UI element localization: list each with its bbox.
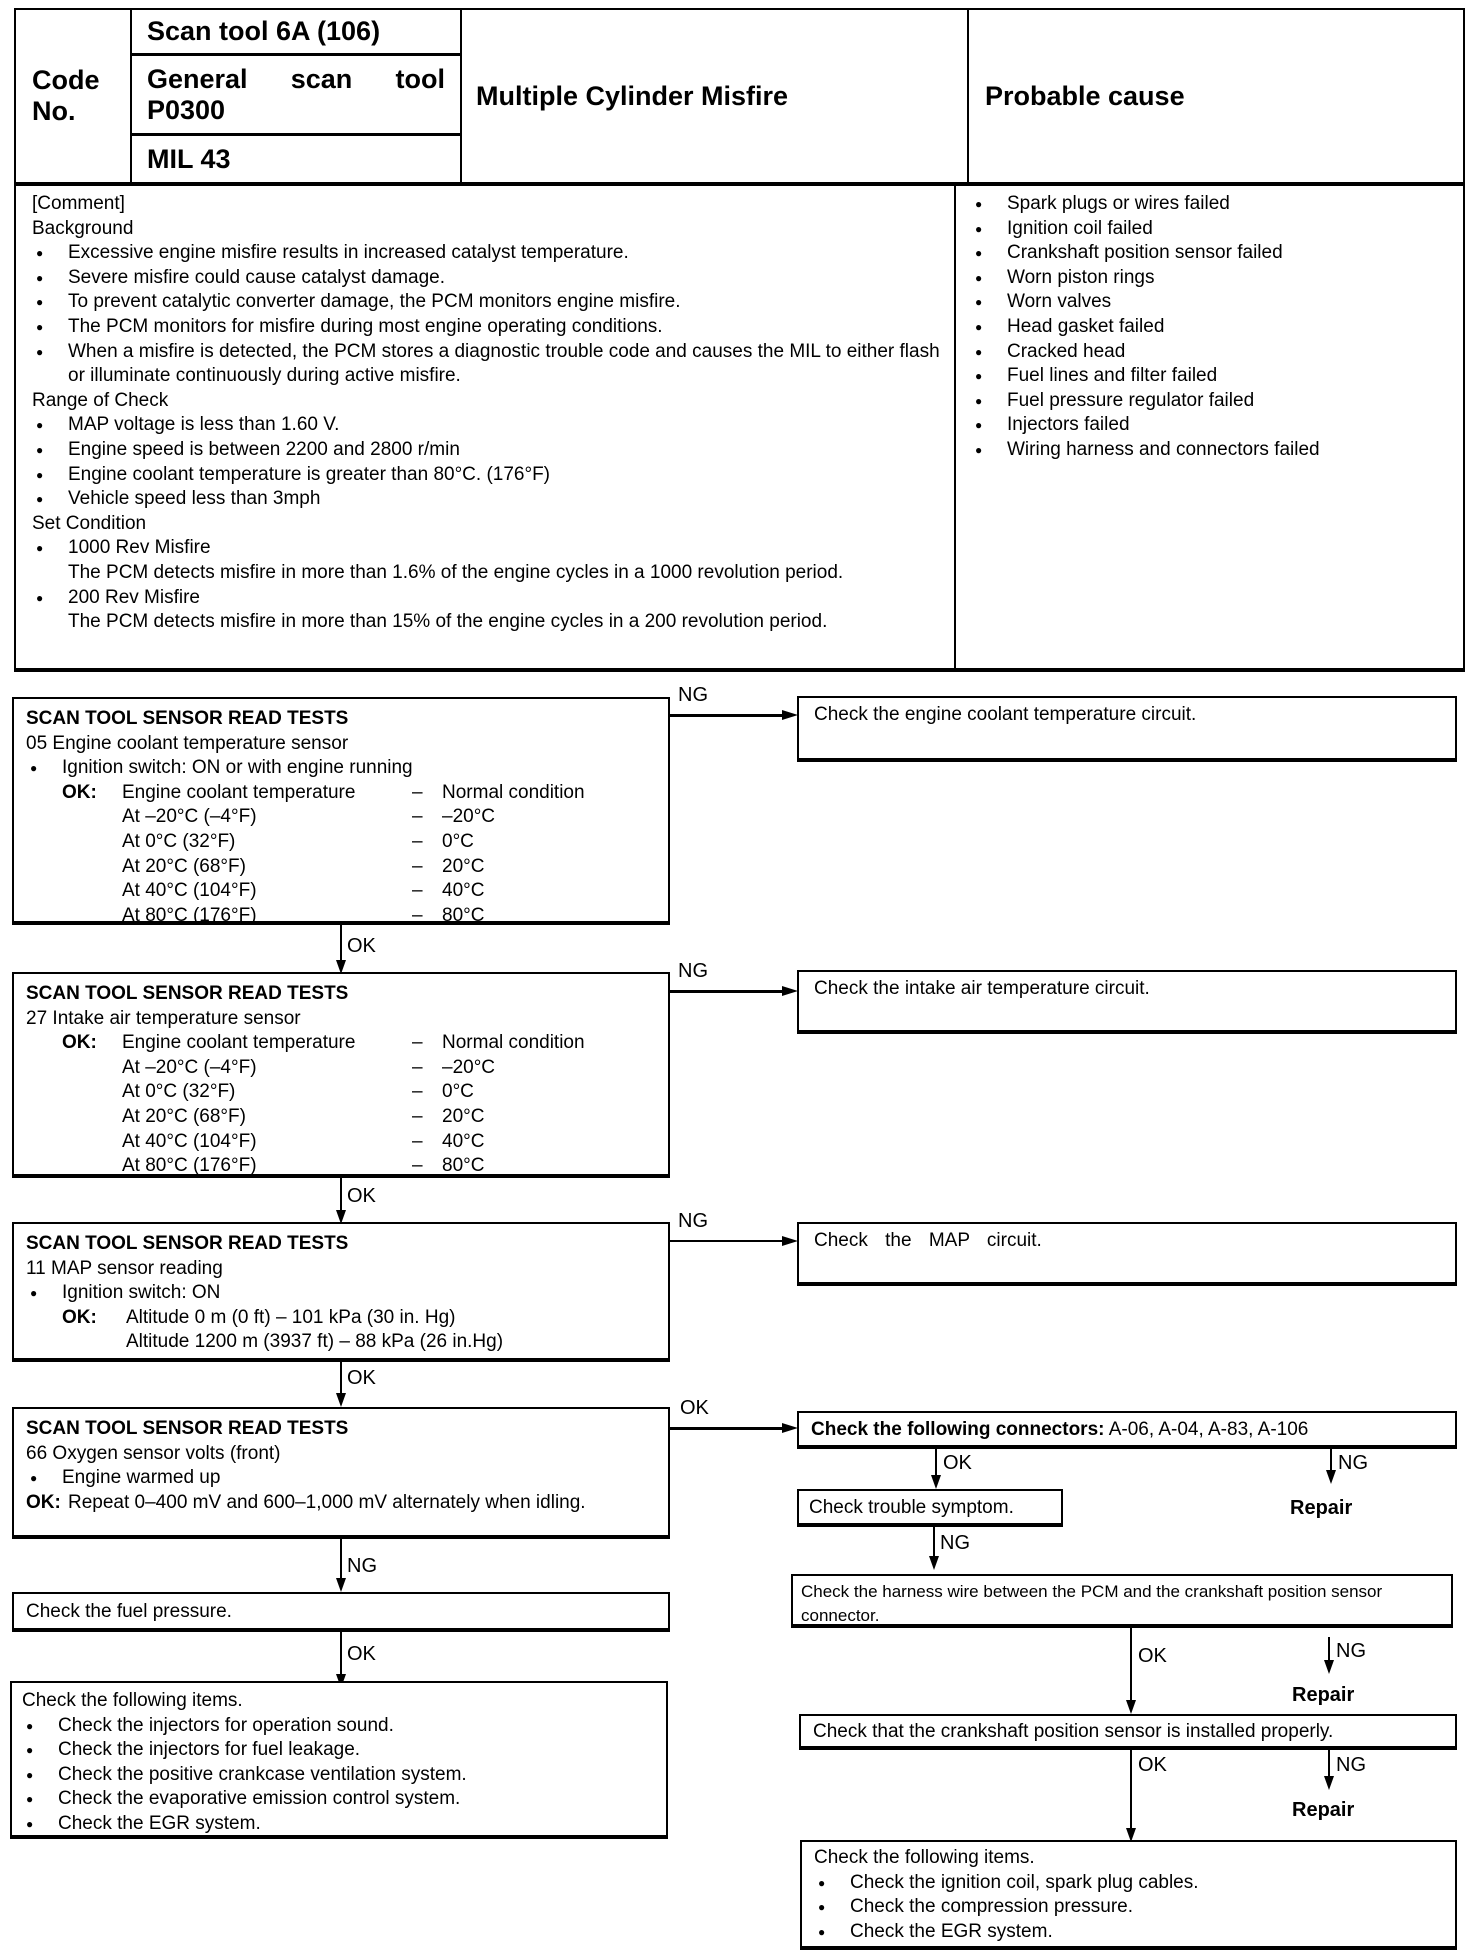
test1-dash-cell: – xyxy=(412,781,423,803)
test3-ng-label: NG xyxy=(678,1210,708,1232)
test2-ok-label xyxy=(62,1105,122,1130)
probable-cause-item: ● Injectors failed xyxy=(971,413,1451,438)
test3-ok-label-next: OK xyxy=(347,1367,376,1389)
test1-condition-cell: At 0°C (32°F) xyxy=(122,830,236,852)
arrow-down-icon xyxy=(1326,1470,1336,1484)
set-condition-title: ● 1000 Rev Misfire xyxy=(32,536,952,561)
test1-value-cell: Normal condition xyxy=(442,781,585,803)
test3-ok-value: Altitude 0 m (0 ft) – 101 kPa (30 in. Hg) xyxy=(126,1306,456,1328)
background-item: ● To prevent catalytic converter damage, the PCM monitors engine misfire. xyxy=(32,290,952,315)
test1-dash-cell: – xyxy=(412,904,423,926)
comment-panel xyxy=(32,192,952,635)
probable-cause-item: ● Worn valves xyxy=(971,290,1451,315)
range-item: ● Vehicle speed less than 3mph xyxy=(32,487,952,512)
test4-ok-text: Repeat 0–400 mV and 600–1,000 mV alternately when idling. xyxy=(68,1491,586,1513)
mil-code: MIL 43 xyxy=(147,143,231,174)
test1-dash-cell: – xyxy=(412,806,423,828)
test2-condition-cell: At 80°C (176°F) xyxy=(122,1155,257,1177)
harness-ok-label: OK xyxy=(1138,1645,1167,1667)
test1-ng-label: NG xyxy=(678,684,708,706)
set-condition-title: ● 200 Rev Misfire xyxy=(32,586,952,611)
test2-condition-cell: At –20°C (–4°F) xyxy=(122,1056,257,1078)
range-item: ● Engine coolant temperature is greater than 80°C. (176°F) xyxy=(32,463,952,488)
right-final-item: ● Check the ignition coil, spark plug cables. xyxy=(814,1871,1443,1896)
test2-dash-cell: – xyxy=(412,1130,423,1152)
test1-condition: ● Ignition switch: ON or with engine running xyxy=(26,756,656,781)
test1-value-cell: 80°C xyxy=(442,904,485,926)
test2-dash-cell: – xyxy=(412,1155,423,1177)
test2-ok-row xyxy=(26,1105,656,1130)
test1-condition-cell: At –20°C (–4°F) xyxy=(122,806,257,828)
test2-value-cell: 20°C xyxy=(442,1105,485,1127)
left-final-item: ● Check the injectors for operation sound. xyxy=(22,1714,656,1739)
test4-subtitle: 66 Oxygen sensor volts (front) xyxy=(26,1442,281,1464)
test3-ok-values xyxy=(126,1306,503,1355)
range-item: ● Engine speed is between 2200 and 2800 r/min xyxy=(32,438,952,463)
comment-section xyxy=(14,186,1465,672)
fuel-pressure-box xyxy=(12,1592,670,1632)
trouble-symptom-text: Check trouble symptom. xyxy=(809,1497,1014,1518)
test2-subtitle: 27 Intake air temperature sensor xyxy=(26,1007,301,1029)
test2-ok-row xyxy=(26,1154,656,1179)
test1-ok-row xyxy=(26,855,656,880)
test1-value-cell: 40°C xyxy=(442,880,485,902)
background-item: ● Excessive engine misfire results in increased catalyst temperature. xyxy=(32,241,952,266)
code-no-label xyxy=(16,10,132,182)
arrow-down-icon xyxy=(1324,1660,1334,1674)
arrow-down-icon xyxy=(336,1393,346,1407)
test3-ng-connector xyxy=(670,1240,784,1242)
scan-tool-6a: Scan tool 6A (106) xyxy=(147,16,381,46)
test2-value-cell: 40°C xyxy=(442,1130,485,1152)
test1-dash-cell: – xyxy=(412,830,423,852)
crank-sensor-box xyxy=(799,1714,1457,1750)
test3-condition: ● Ignition switch: ON xyxy=(26,1281,656,1306)
test4-condition: ● Engine warmed up xyxy=(26,1466,656,1491)
test3-subtitle: 11 MAP sensor reading xyxy=(26,1257,223,1279)
test2-ok-label xyxy=(62,1130,122,1155)
test1-value-cell: 0°C xyxy=(442,830,474,852)
test1-ok-row xyxy=(26,805,656,830)
arrow-down-icon xyxy=(931,1475,941,1489)
left-final-item: ● Check the evaporative emission control system. xyxy=(22,1787,656,1812)
test1-dash-cell: – xyxy=(412,855,423,877)
test1-ok-row xyxy=(26,879,656,904)
test3-ok-value: Altitude 1200 m (3937 ft) – 88 kPa (26 in.Hg) xyxy=(126,1331,504,1353)
probable-cause-item: ● Worn piston rings xyxy=(971,266,1451,291)
harness-text: Check the harness wire between the PCM and the crankshaft position sensor connector. xyxy=(801,1582,1383,1625)
range-label: Range of Check xyxy=(32,389,169,411)
left-final-box xyxy=(10,1681,668,1839)
left-final-item: ● Check the EGR system. xyxy=(22,1812,656,1837)
test1-condition-cell: At 40°C (104°F) xyxy=(122,880,257,902)
harness-box xyxy=(791,1574,1453,1628)
probable-cause-item: ● Fuel lines and filter failed xyxy=(971,364,1451,389)
test2-ok-row xyxy=(26,1031,656,1056)
test4-ok-row xyxy=(26,1491,656,1516)
background-item: ● The PCM monitors for misfire during most engine operating conditions. xyxy=(32,315,952,340)
test2-value-cell: Normal condition xyxy=(442,1032,585,1054)
test1-ok-row xyxy=(26,830,656,855)
test2-ok-row xyxy=(26,1130,656,1155)
crank-sensor-text: Check that the crankshaft position sensor is installed properly. xyxy=(813,1721,1334,1742)
test2-dash-cell: – xyxy=(412,1056,423,1078)
probable-cause-list xyxy=(971,192,1451,463)
test1-ok-label xyxy=(62,855,122,880)
test2-dash-cell: – xyxy=(412,1105,423,1127)
general-scan-tool-cell xyxy=(132,56,462,136)
arrow-down-icon xyxy=(1324,1776,1334,1790)
probable-cause-item: ● Crankshaft position sensor failed xyxy=(971,241,1451,266)
comment-heading: [Comment] xyxy=(32,193,125,214)
test1-ng-connector xyxy=(670,714,784,717)
left-final-list xyxy=(22,1714,656,1837)
crank-sensor-ng-label: NG xyxy=(1336,1754,1366,1776)
test1-ok-label: OK xyxy=(347,935,376,957)
right-final-list xyxy=(814,1871,1443,1945)
test1-ok-row xyxy=(26,781,656,806)
harness-repair: Repair xyxy=(1292,1684,1355,1706)
test2-ng-action: Check the intake air temperature circuit. xyxy=(814,978,1150,999)
test1-ok-label xyxy=(62,830,122,855)
test1-dash-cell: – xyxy=(412,880,423,902)
right-final-heading: Check the following items. xyxy=(814,1847,1035,1868)
connectors-ok-label: OK xyxy=(943,1452,972,1474)
header-table xyxy=(14,8,1465,186)
harness-ng-label: NG xyxy=(1336,1640,1366,1662)
probable-cause-item: ● Ignition coil failed xyxy=(971,217,1451,242)
set-condition-detail: The PCM detects misfire in more than 15% of the engine cycles in a 200 revolution period. xyxy=(68,611,828,633)
test4-box xyxy=(12,1407,670,1539)
probable-cause-item: ● Spark plugs or wires failed xyxy=(971,192,1451,217)
test2-value-cell: –20°C xyxy=(442,1056,496,1078)
test4-ng-label: NG xyxy=(347,1555,377,1577)
test2-ng-action-box xyxy=(797,970,1457,1034)
test3-box xyxy=(12,1222,670,1362)
test2-condition-cell: At 0°C (32°F) xyxy=(122,1081,236,1103)
background-item: ● Severe misfire could cause catalyst damage. xyxy=(32,266,952,291)
background-item: ● When a misfire is detected, the PCM stores a diagnostic trouble code and causes the MIL to either flash or illuminate continuously during active misfire. xyxy=(32,340,952,389)
left-final-heading: Check the following items. xyxy=(22,1690,243,1711)
test2-ok-label xyxy=(62,1056,122,1081)
range-item: ● MAP voltage is less than 1.60 V. xyxy=(32,413,952,438)
test2-dash-cell: – xyxy=(412,1081,423,1103)
arrow-down-icon xyxy=(929,1556,939,1570)
test2-value-cell: 80°C xyxy=(442,1155,485,1177)
test3-ok-label: OK: xyxy=(62,1306,97,1328)
test1-ok-label xyxy=(62,904,122,929)
fuel-pressure-text: Check the fuel pressure. xyxy=(26,1601,232,1622)
test1-condition-cell: At 80°C (176°F) xyxy=(122,904,257,926)
right-final-item: ● Check the EGR system. xyxy=(814,1920,1443,1945)
test3-title: SCAN TOOL SENSOR READ TESTS xyxy=(26,1233,349,1254)
connectors-ng-label: NG xyxy=(1338,1452,1368,1474)
scan-tool-6a-cell xyxy=(132,10,462,56)
range-list xyxy=(32,413,952,511)
set-condition-detail: The PCM detects misfire in more than 1.6% of the engine cycles in a 1000 revolution period. xyxy=(68,561,844,583)
test1-ng-action-box xyxy=(797,696,1457,762)
test1-box xyxy=(12,697,670,925)
arrow-right-icon xyxy=(782,1423,798,1433)
test2-dash-cell: – xyxy=(412,1032,423,1054)
test1-condition-cell: At 20°C (68°F) xyxy=(122,855,246,877)
test2-ng-label: NG xyxy=(678,960,708,982)
right-final-box xyxy=(800,1840,1457,1950)
test4-ok-label: OK: xyxy=(26,1491,61,1513)
probable-cause-item: ● Cracked head xyxy=(971,340,1451,365)
arrow-right-icon xyxy=(782,1236,798,1246)
test1-subtitle: 05 Engine coolant temperature sensor xyxy=(26,732,349,754)
test1-value-cell: 20°C xyxy=(442,855,485,877)
test1-title: SCAN TOOL SENSOR READ TESTS xyxy=(26,708,349,729)
test2-ok-label xyxy=(62,1080,122,1105)
test4-ok-branch-label: OK xyxy=(680,1397,709,1419)
test1-ok-label xyxy=(62,805,122,830)
test2-title: SCAN TOOL SENSOR READ TESTS xyxy=(26,983,349,1004)
test2-ok-row xyxy=(26,1080,656,1105)
connectors-label: Check the following connectors: xyxy=(811,1419,1105,1440)
set-condition-list xyxy=(32,536,952,634)
test2-ok-label xyxy=(62,1154,122,1179)
test4-title: SCAN TOOL SENSOR READ TESTS xyxy=(26,1418,349,1439)
test2-ok-row xyxy=(26,1056,656,1081)
test1-value-cell: –20°C xyxy=(442,806,496,828)
connectors-repair: Repair xyxy=(1290,1497,1353,1519)
crank-sensor-repair: Repair xyxy=(1292,1799,1355,1821)
probable-cause-item: ● Head gasket failed xyxy=(971,315,1451,340)
left-final-item: ● Check the positive crankcase ventilation system. xyxy=(22,1763,656,1788)
test1-ng-action: Check the engine coolant temperature circuit. xyxy=(814,704,1197,725)
column-divider xyxy=(954,186,956,668)
set-condition-label: Set Condition xyxy=(32,512,147,534)
test3-ng-action: Check the MAP circuit. xyxy=(814,1230,1042,1251)
probable-cause-item: ● Fuel pressure regulator failed xyxy=(971,389,1451,414)
test1-ok-label xyxy=(62,879,122,904)
fuel-pressure-ok-label: OK xyxy=(347,1643,376,1665)
test2-ok-table xyxy=(26,1031,656,1179)
test2-ng-connector xyxy=(670,990,784,993)
arrow-right-icon xyxy=(782,986,798,996)
probable-cause-item: ● Wiring harness and connectors failed xyxy=(971,438,1451,463)
test2-ok-label: OK xyxy=(347,1185,376,1207)
page-title: Multiple Cylinder Misfire xyxy=(476,80,789,111)
probable-cause-header-cell xyxy=(969,10,1463,182)
test1-ok-table xyxy=(26,781,656,929)
arrow-down-icon xyxy=(336,1578,346,1592)
probable-cause-heading: Probable cause xyxy=(985,80,1185,111)
left-final-item: ● Check the injectors for fuel leakage. xyxy=(22,1738,656,1763)
connectors-box xyxy=(797,1411,1457,1449)
harness-ok-connector xyxy=(1130,1628,1132,1708)
trouble-symptom-ng-label: NG xyxy=(940,1532,970,1554)
test2-ok-label: OK: xyxy=(62,1032,97,1054)
code-no-text: Code No. xyxy=(32,65,100,126)
test3-ng-action-box xyxy=(797,1222,1457,1286)
background-list xyxy=(32,241,952,389)
test2-box xyxy=(12,972,670,1178)
arrow-right-icon xyxy=(782,710,798,720)
test3-ok-row xyxy=(26,1306,656,1355)
crank-sensor-ok-connector xyxy=(1130,1750,1132,1836)
test2-condition-cell: At 40°C (104°F) xyxy=(122,1130,257,1152)
title-cell xyxy=(462,10,969,182)
test2-value-cell: 0°C xyxy=(442,1081,474,1103)
general-scan-tool: General scan tool P0300 xyxy=(147,63,445,125)
trouble-symptom-box xyxy=(797,1489,1063,1527)
test4-ok-connector xyxy=(670,1427,784,1430)
connectors-list: A-06, A-04, A-83, A-106 xyxy=(1108,1419,1309,1440)
background-label: Background xyxy=(32,217,134,239)
test2-condition-cell: At 20°C (68°F) xyxy=(122,1105,246,1127)
mil-cell xyxy=(132,136,462,182)
probable-cause-panel xyxy=(971,192,1451,463)
test2-condition-cell: Engine coolant temperature xyxy=(122,1032,356,1054)
test1-condition-cell: Engine coolant temperature xyxy=(122,781,356,803)
crank-sensor-ok-label: OK xyxy=(1138,1754,1167,1776)
test1-ok-label: OK: xyxy=(62,781,97,803)
arrow-down-icon xyxy=(1126,1700,1136,1714)
right-final-item: ● Check the compression pressure. xyxy=(814,1895,1443,1920)
